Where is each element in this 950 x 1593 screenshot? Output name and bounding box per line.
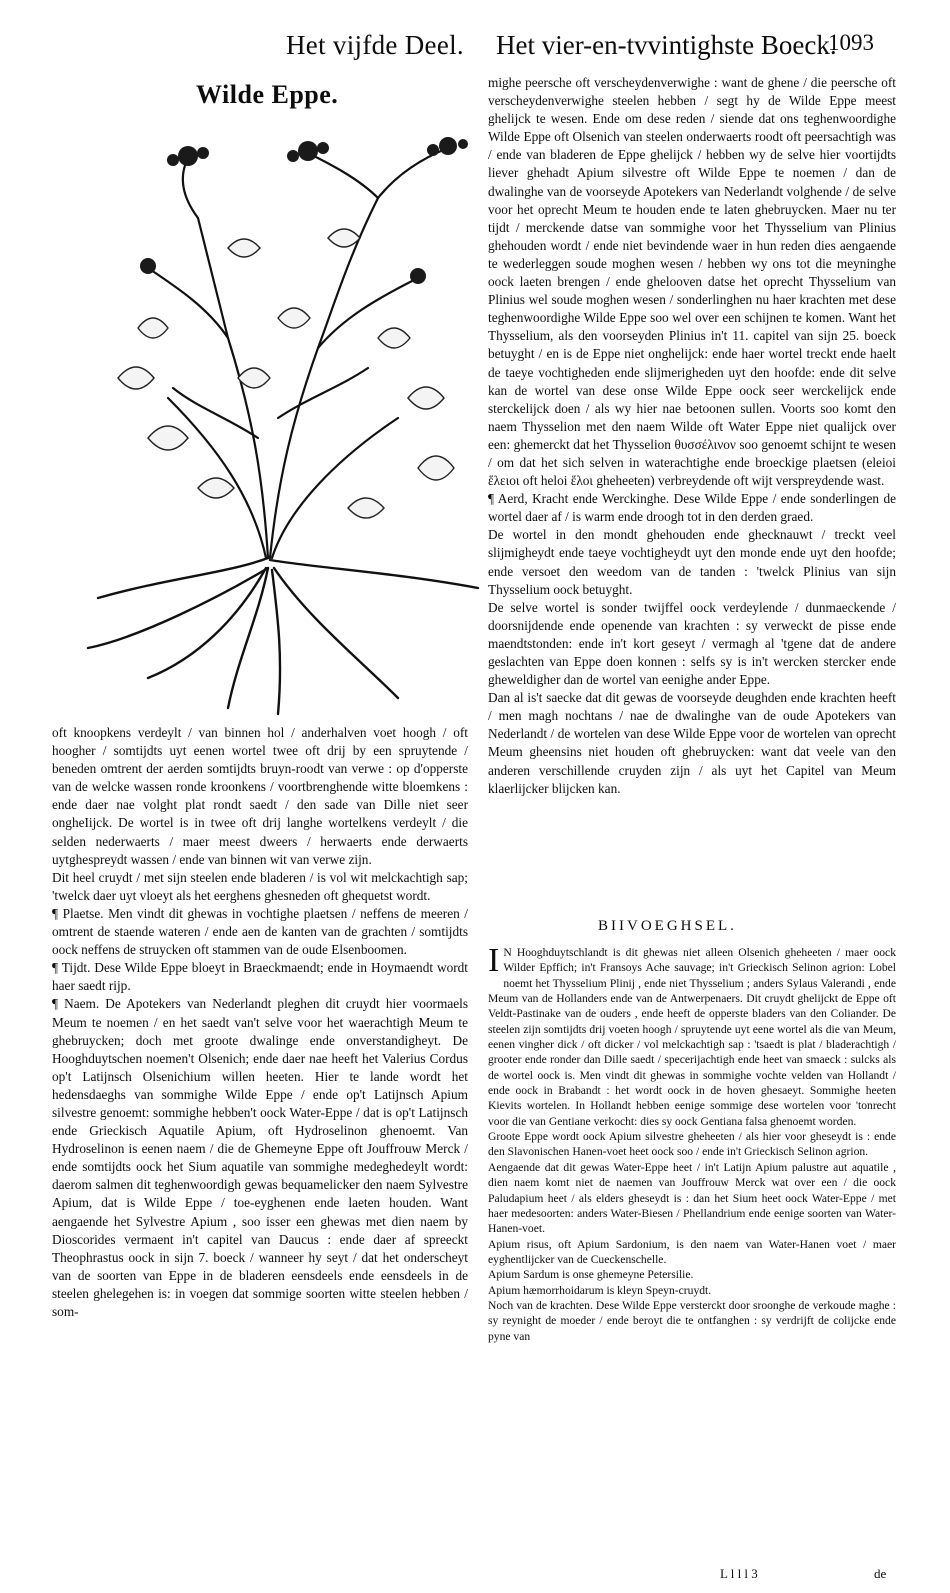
bijvoeghsel-paragraph: Groote Eppe wordt oock Apium silvestre gheheeten / als hier voor gheseydt is : ende den Slavonischen Hanen-voet heet oock soo / ende in't Grieckisch Selinon agrion. xyxy=(488,1130,896,1159)
bijvoeghsel-paragraph xyxy=(488,942,896,1129)
plant-woodcut-icon xyxy=(78,118,488,716)
paragraph-wortel: De wortel in den mondt ghehouden ende ghecknauwt / treckt veel slijmigheydt ende taeye vochtigheydt uyt den monde ende uyt den hoofde; ende versoet den weedom van de tanden : 'twelck Plinius van sijn Thysselium oock betuyght. xyxy=(488,527,896,597)
section-title-bijvoeghsel: BIIVOEGHSEL. xyxy=(598,918,737,934)
paragraph-naem: ¶ Naem. De Apotekers van Nederlandt pleghen dit cruydt hier voormaels Meum te noemen / en het saedt van't selve voor het waerachtigh Meum te ghebruycken; doch met groote dwalinge ende onverstandigheyt. De Hooghduytschen noemen't Olsenich; ende daer nae heeft het Valerius Cordus op't Latijnsch Olsenichium willen heeten. Hier te lande wordt het hedensdaeghs van sommighe Wilde Eppe / ende op't Latijnsch Apium silvestre genoemt: sommighe hebben't oock Water-Eppe / dat is op't Latijnsch ende Grieckisch Aquatile Apium, oft Hydroselinon ghenoemt. Van Hydroselinon is eenen naem / die de Ghemeyne Eppe oft Jouffrouw Merck / ende somtijdts oock het Sium aquatile van sommighe medeghedeylt wordt: daerom salmen dit teghenwoordigh gewas bequamelicker den naem Sylvestre Apium, dat is Wilde Eppe / toe-eyghenen ende laeten houden. Want aengaende het Sylvestre Apium , soo isser een ghewas met dien naem by Dioscorides vermaent in't capitel van Daucus : ende daer af spreeckt Theophrastus oock in sijn 7. boeck / wanneer hy seyt / dat het onderscheyt van de soorten van Eppe in de bladeren eensdeels ende eensdeels in de steelen ghelegehen is: in voegen dat sommige soorten witte steelen hebben / som- xyxy=(52,996,468,1319)
paragraph-description: oft knoopkens verdeylt / van binnen hol / anderhalven voet hoogh / oft hoogher / somtijdts uyt eenen wortel twee oft drij by een spruytende / beneden omtrent der aerden somtijdts bruyn-roodt van verwe : op d'opperste van de welcke wassen ronde kroonkens / voortbrenghende witte bloemkens : ende daer nae volght plat rondt saedt / den sade van Dille niet seer ongheIijck. De wortel is in twee oft drij langhe wortelkens verdeylt / die selden nederwaerts / maer meest dweers / herwaerts ende derwaerts uytghespreydt wassen / ende van binnen wit van verwe zijn. xyxy=(52,725,468,867)
catchword: de xyxy=(874,1566,887,1581)
signature-mark: L l l l 3 xyxy=(720,1566,758,1581)
paragraph-tijdt: ¶ Tijdt. Dese Wilde Eppe bloeyt in Braeckmaendt; ende in Hoymaendt wordt haer saedt rijp. xyxy=(52,960,468,994)
page-number: 1093 xyxy=(828,30,874,55)
paragraph-naem-continued: mighe peersche oft verscheydenverwighe : want de ghene / die peersche oft verscheydenverwighe steelen hebben / segt hy de Wilde Eppe meest ghelijck te wesen. Ende om dese reden / siende dat ons teghenwoordighe Wilde Eppe oft Olsenich van steelen onderwaerts roodt oft peersachtigh was / ende van bladeren de Eppe ghelijck / hebben wy de selve hier voortijdts liever ghehadt Apium silvestre oft Wilde Eppe te noemen / dan de dwalinghe van de voorseyde Apotekers van Nederlandt volghende / de selve voor het oprecht Meum te houden ende te laten ghebruycken. Maer nu ter tijdt / merckende datse van sommighe voor het Thysselium van Plinius ghehouden wordt / ende niet bevindende waer in hun reden dies aengaende te wederleggen soude moghen wesen / hebben wy ons tot die meyninghe oock laeten brengen / ende ghelooven datse het oprecht Thysselium van Plinius wel soude moghen wesen / sonderlinghen nu haer krachten met dese teghenwoordighe Wilde Eppe soo wel over een schijnen te komen. Want het Thysselium, als den voorseyden Plinius in't 11. capitel van sijn 25. boeck betuyght / en is de Eppe niet onghelijck: ende haer wortel treckt ende haelt de taeye vochtigheden ende slijmerigheden uyt den hoofde: ende dit selve kan de wortel van dese onse Wilde Eppe oock seer werckelijck ende sterckelijck doen / als wy hier nae betoonen sullen. Voorts soo komt den naem Thysselion met den naem Wilde oft Water Eppe niet qualijck over een: ghemerckt dat het Thysselion θυσσέλινον soo genoemt schijnt te wesen / om dat het sich selven in waterachtighe ende broeckige plaetsen (eleioi ἕλειοι oft heloi ἕλοι gheheeten) verbreydende oft wijt verspreydende wast. xyxy=(488,75,896,489)
bijvoeghsel-paragraph: Noch van de krachten. Dese Wilde Eppe versterckt door sroonghe de verkoude maghe : sy reynight de moeder / ende beroyt die te ontfanghen : sy verdrijft de colijcke ende pyne van xyxy=(488,1298,896,1343)
bijvoeghsel-paragraph: Apium risus, oft Apium Sardonium, is den naem van Water-Hanen voet / maer eyghentlijcker van de Cueckenschelle. xyxy=(488,1237,896,1266)
paragraph-aerd: ¶ Aerd, Kracht ende Werckinghe. Dese Wilde Eppe / ende sonderlingen de wortel daer af / is warm ende droogh tot in den derden graed. xyxy=(488,491,896,525)
drop-capital: I xyxy=(488,942,500,979)
bijvoeghsel-paragraph: Aengaende dat dit gewas Water-Eppe heet / in't Latijn Apium palustre aut aquatile , dien naem komt niet de naemen van Jouffrouw Merck wat over een / die oock Paludapium heet / als elders gheseydt is : dan het Sium heet oock Water-Eppe / met haer medesoorten: anders Water-Biesen / Phellandrium ende eenige soorten van Water-Hanen-voet. xyxy=(488,1160,896,1236)
bijvoeghsel-text: N Hooghduytschlandt is dit ghewas niet alleen Olsenich gheheeten / maer oock Wilder Epffich; in't Fransoys Ache sauvage; in't Grieckisch Selinon agrion: Lobel noemt het Thysselium Plinij , ende niet Thysselium ; anders Sylaus Valerandi , ende Meum van de Hollanders ende van de Antwerpenaers. Dit cruydt ghelijckt de Eppe oft Veldt-Pastinake van de ouders , ende heeft de opperste bladers van den Coliander. De steelen zijn somtijdts drij voeten hoogh / spruytende uyt eene wortel als die van Meum, eenen vingher dick / oft dicker / vol melckachtigh sap : 'tsaedt is plat / bladerachtigh / grooter ende ronder dan Dille saedt / specerijachtigh ende heet van smaeck : sulcks als de wortel oock is. Men vindt dit ghewas in sommighe vochte velden van Hollandt / ende oock in Brabandt : het wordt oock in de hoven ghesaeyt. Sommighe heeten Kievits wortelen. In Hollandt hebben eenige sommige dese wortelen voor 'tonrecht voor die van Gentiane verkocht: dies sy oock Gentiana falsa ghenoemt worden. xyxy=(488,946,896,1128)
paragraph-plaetse: ¶ Plaetse. Men vindt dit ghewas in vochtighe plaetsen / neffens de meeren / omtrent de staende wateren / ende aen de kanten van de grachten / somtijdts oock neffens de struycken oft stammen van de oude Elsenboomen. xyxy=(52,905,468,958)
plant-title: Wilde Eppe. xyxy=(196,80,339,109)
left-text-column xyxy=(52,724,468,1321)
paragraph-sap: Dit heel cruydt / met sijn steelen ende bladeren / is vol wit melckachtigh sap; 'twelck daer uyt vloeyt als het eerghens ghesneden oft ghequetst wordt. xyxy=(52,869,468,903)
running-head-part: Het vijfde Deel. xyxy=(286,30,464,60)
paragraph-dwalinghe: Dan al is't saecke dat dit gewas de voorseyde deughden ende krachten heeft / men magh nochtans / nae de dwalinghe van de oude Apotekers van Nederlandt / de wortelen van dese Wilde Eppe voor de wortelen van oprecht Meum gheensins niet houden oft ghebruycken: want dat veele van den anderen verschillende cruyden zijn / als uyt het Capitel van Meum klaerlijcker blijcken kan. xyxy=(488,690,896,796)
right-text-column xyxy=(488,74,896,798)
bijvoeghsel-paragraph: Apium Sardum is onse ghemeyne Petersilie. xyxy=(488,1268,694,1282)
running-head-book: Het vier-en-tvvintighste Boeck. xyxy=(496,30,837,60)
paragraph-selve-wortel: De selve wortel is sonder twijffel oock verdeylende / dunmaeckende / doorsnijdende ende openende van krachten : sy verweckt de pisse ende maendtstonden: ende in't kort geseyt / vermagh al 'tgene dat de andere geslachten van Eppe doen konnen : selfs sy is in't wercken stercker ende gheweldigher dan de wortel van eenighe ander Eppe. xyxy=(488,599,896,688)
bijvoeghsel-paragraph: Apium hæmorrhoidarum is kleyn Speyn-cruydt. xyxy=(488,1283,712,1297)
bijvoeghsel-section xyxy=(488,942,896,1344)
